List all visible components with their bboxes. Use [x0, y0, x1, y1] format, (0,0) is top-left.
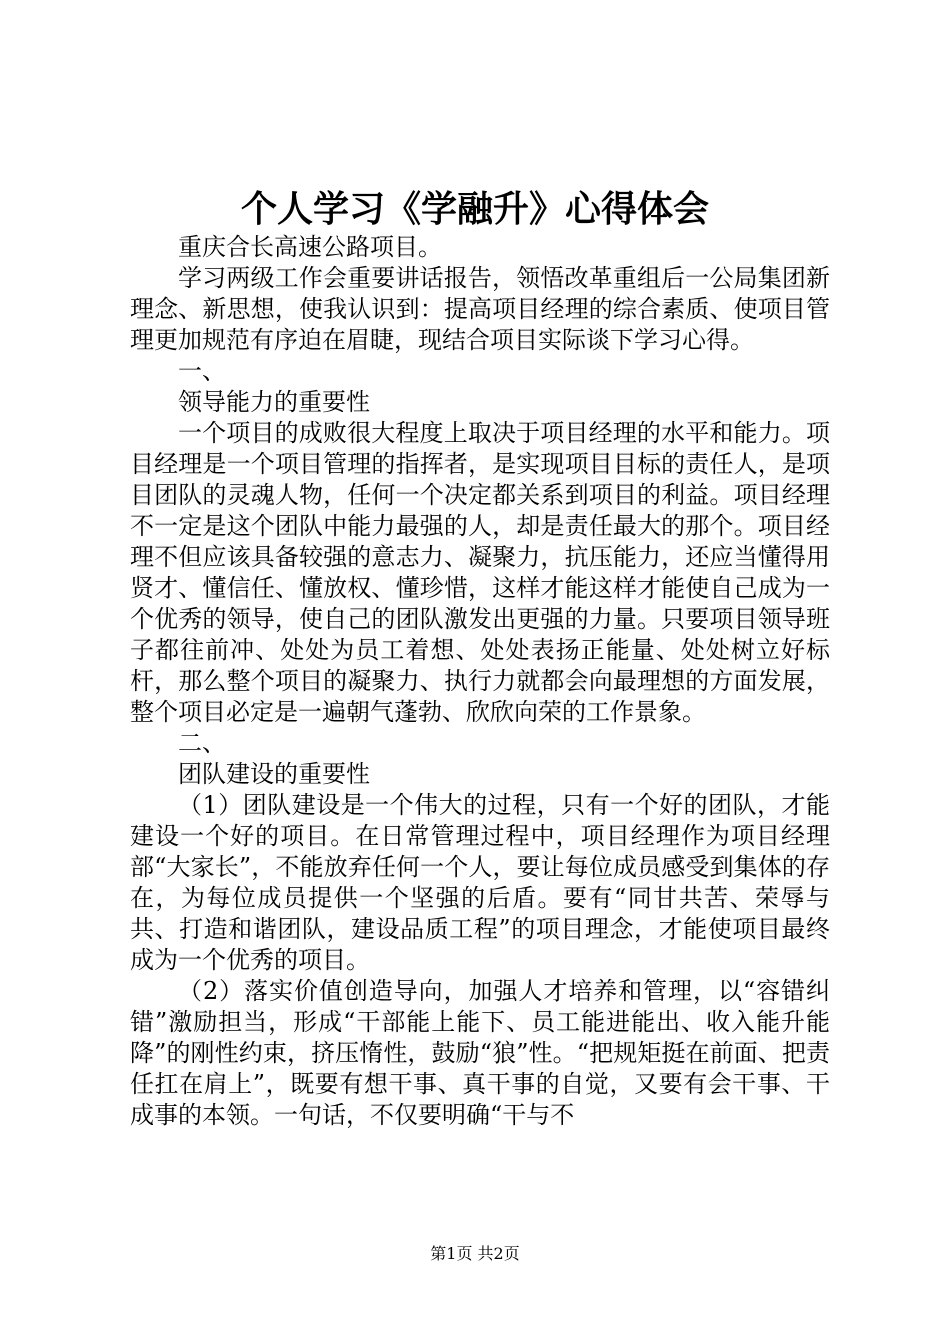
- section-number-one: 一、: [178, 357, 226, 385]
- paragraph-summary: 学习两级工作会重要讲话报告，领悟改革重组后一公局集团新理念、新思想，使我认识到：提高项目经理的综合素质、使项目管理更加规范有序迫在眉睫，现结合项目实际谈下学习心得。: [130, 264, 830, 354]
- section-heading-team: 团队建设的重要性: [178, 760, 370, 788]
- document-body: [130, 232, 830, 1131]
- paragraph-team-2: （2）落实价值创造导向，加强人才培养和管理，以“容错纠错”激励担当，形成“干部能上能下、员工能进能出、收入能升能降”的刚性约束，挤压惰性，鼓励“狼”性。“把规矩挺在前面、把责任扛在肩上”，既要有想干事、真干事的自觉，又要有会干事、干成事的本领。一句话，不仅要明确“干与不: [130, 977, 830, 1129]
- paragraph-team-1: （1）团队建设是一个伟大的过程，只有一个好的团队，才能建设一个好的项目。在日常管理过程中，项目经理作为项目经理部“大家长”，不能放弃任何一个人，要让每位成员感受到集体的存在，为每位成员提供一个坚强的后盾。要有“同甘共苦、荣辱与共、打造和谐团队，建设品质工程”的项目理念，才能使项目最终成为一个优秀的项目。: [130, 791, 830, 974]
- paragraph-intro: 重庆合长高速公路项目。: [178, 233, 442, 261]
- document-title: 个人学习《学融升》心得体会: [240, 188, 709, 230]
- section-heading-leadership: 领导能力的重要性: [178, 388, 370, 416]
- paragraph-leadership: 一个项目的成败很大程度上取决于项目经理的水平和能力。项目经理是一个项目管理的指挥者，是实现项目目标的责任人，是项目团队的灵魂人物，任何一个决定都关系到项目的利益。项目经理不一定是这个团队中能力最强的人，却是责任最大的那个。项目经理不但应该具备较强的意志力、凝聚力，抗压能力，还应当懂得用贤才、懂信任、懂放权、懂珍惜，这样才能这样才能使自己成为一个优秀的领导，使自己的团队激发出更强的力量。只要项目领导班子都往前冲、处处为员工着想、处处表扬正能量、处处树立好标杆，那么整个项目的凝聚力、执行力就都会向最理想的方面发展，整个项目必定是一遍朝气蓬勃、欣欣向荣的工作景象。: [130, 419, 830, 726]
- section-number-two: 二、: [178, 729, 226, 757]
- page-footer: 第1页 共2页: [430, 1244, 520, 1263]
